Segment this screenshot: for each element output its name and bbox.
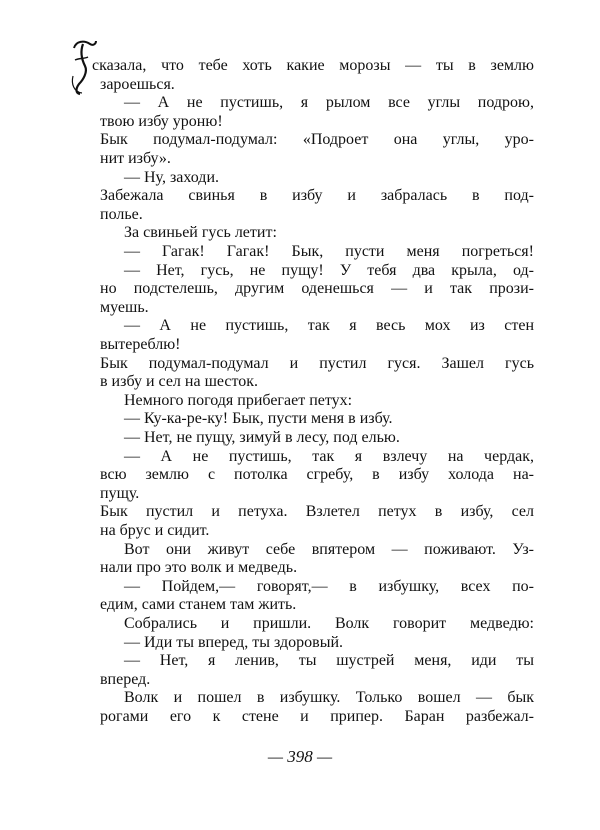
text-line: нит избу». [100, 150, 171, 167]
text-line: — Пойдем,— говорят,— в избушку, всех по- [124, 577, 534, 595]
text-line: вытереблю! [100, 336, 181, 353]
text-line: Забежала свинья в избу и забралась в под- [100, 187, 534, 205]
text-line: Волк и пошел в избушку. Только вошел — бык [124, 689, 534, 707]
text-line: — Ну, заходи. [124, 168, 220, 186]
text-line: Бык пустил и петуха. Взлетел петух в избу, сел [100, 503, 534, 521]
text-line: но подстелешь, другим оденешься — и так прози- [100, 280, 534, 298]
text-line: — А не пустишь, я рылом все углы подрою, [124, 94, 534, 112]
text-line: — Нет, не пущу, зимуй в лесу, под елью. [124, 429, 400, 446]
text-line: муешь. [100, 298, 149, 316]
text-line: рогами его к стене и припер. Баран разбежал- [100, 708, 534, 725]
text-line: Вот они живут себе впятером — поживают. Уз- [124, 540, 534, 558]
text-line: твою избу уроню! [100, 112, 223, 130]
text-line: — Иди ты вперед, ты здоровый. [124, 633, 344, 651]
text-line: зароешься. [100, 75, 175, 93]
text-line: в избу и сел на шесток. [100, 373, 259, 391]
text-line: нали про это волк и медведь. [100, 559, 298, 577]
page-number: — 398 — [267, 747, 333, 766]
text-line: едим, сами станем там жить. [100, 596, 297, 614]
text-line: — Ку-ка-ре-ку! Бык, пусти меня в избу. [124, 410, 393, 428]
text-line: — А не пустишь, так я взлечу на чердак, [124, 447, 534, 465]
text-line: на брус и сидит. [100, 522, 210, 539]
text-line: — Нет, я ленив, ты шустрей меня, иди ты [124, 652, 534, 670]
text-line: всю землю с потолка сгребу, в избу холода на- [100, 466, 534, 484]
text-line: Собрались и пришли. Волк говорит медведю: [124, 615, 534, 632]
text-line: вперед. [100, 670, 151, 688]
text-line: Бык подумал-подумал: «Подроет она углы, уро- [100, 131, 534, 149]
text-line: — Гагак! Гагак! Бык, пусти меня погреться! [124, 243, 534, 260]
text-line: пущу. [100, 484, 140, 502]
text-line: полье. [100, 205, 143, 223]
text-line: Бык подумал-подумал и пустил гуся. Зашел гусь [100, 354, 534, 372]
text-line: — А не пустишь, так я весь мох из стен [124, 317, 534, 335]
text-line: — Нет, гусь, не пущу! У тебя два крыла, од- [124, 261, 534, 279]
text-line: За свиньей гусь летит: [124, 224, 277, 242]
text-line: Немного погодя прибегает петух: [124, 391, 353, 409]
text-line: сказала, что тебе хоть какие морозы — ты в землю [92, 57, 534, 74]
